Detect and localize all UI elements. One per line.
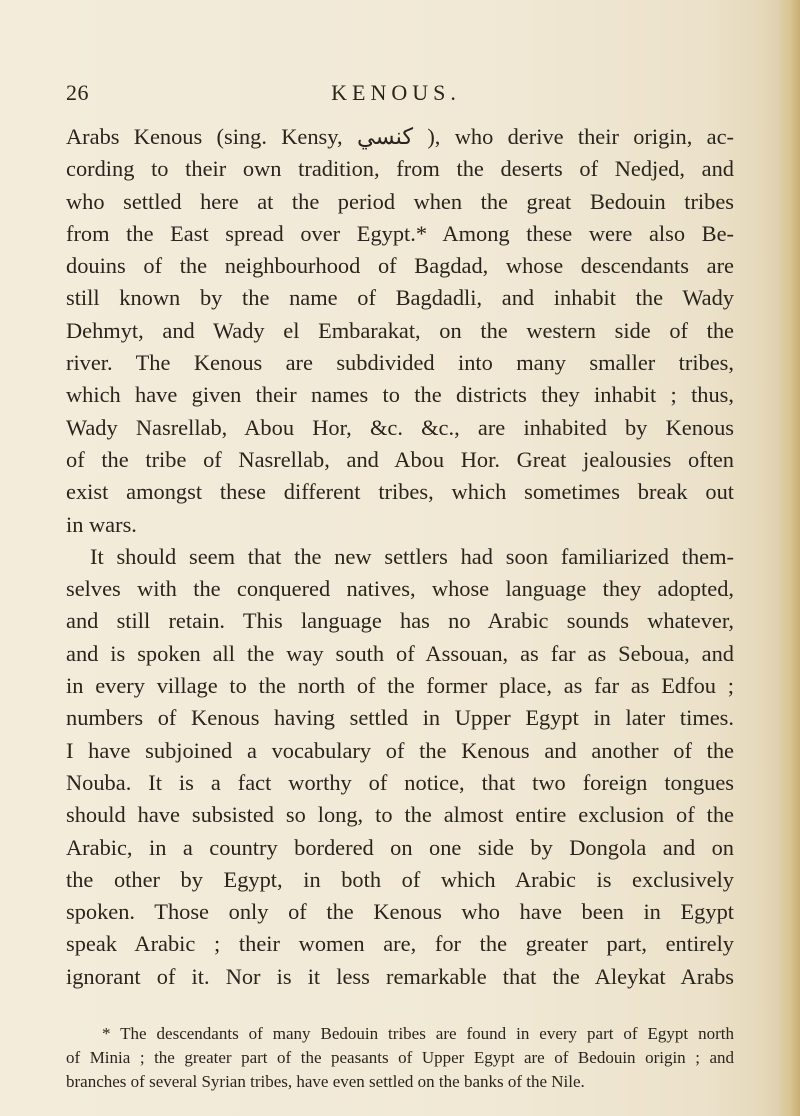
text-line: exist amongst these different tribes, which sometimes break out [66, 479, 734, 505]
text-line: Wady Nasrellab, Abou Hor, &c. &c., are inhabited by Kenous [66, 414, 734, 440]
text-line: Nouba. It is a fact worthy of notice, that two foreign tongues [66, 769, 734, 795]
running-title: KENOUS. [331, 80, 461, 105]
text-line: from the East spread over Egypt.* Among these were also Be- [66, 220, 734, 246]
text-line: numbers of Kenous having settled in Upper Egypt in later times. [66, 705, 734, 731]
text-line: the other by Egypt, in both of which Arabic is exclusively [66, 866, 734, 892]
text-line: Dehmyt, and Wady el Embarakat, on the western side of the [66, 317, 734, 343]
text-line: ignorant of it. Nor is it less remarkable that the Aleykat Arabs [66, 963, 734, 989]
text-line: of the tribe of Nasrellab, and Abou Hor. Great jealousies often [66, 446, 734, 472]
text-line: which have given their names to the districts they inhabit ; thus, [66, 382, 734, 408]
text-line: should have subsisted so long, to the almost entire exclusion of the [66, 802, 734, 828]
footnote-line: * The descendants of many Bedouin tribes are found in every part of Egypt north [102, 1024, 734, 1043]
text-line: river. The Kenous are subdivided into many smaller tribes, [66, 350, 734, 376]
text-line: in wars. [66, 511, 137, 537]
main-text [66, 121, 734, 993]
footnote-line: of Minia ; the greater part of the peasants of Upper Egypt are of Bedouin origin ; and [66, 1048, 734, 1067]
text-line: spoken. Those only of the Kenous who have been in Egypt [66, 899, 734, 925]
text-line: douins of the neighbourhood of Bagdad, whose descendants are [66, 253, 734, 279]
text-line: who settled here at the period when the great Bedouin tribes [66, 188, 734, 214]
text-line: and still retain. This language has no Arabic sounds whatever, [66, 608, 734, 634]
page-header [66, 80, 726, 110]
text-line: I have subjoined a vocabulary of the Kenous and another of the [66, 737, 734, 763]
text-line: in every village to the north of the former place, as far as Edfou ; [66, 673, 734, 699]
text-line: Arabic, in a country bordered on one side by Dongola and on [66, 834, 734, 860]
text-line: speak Arabic ; their women are, for the greater part, entirely [66, 931, 734, 957]
footnote [66, 1022, 734, 1094]
text-line: still known by the name of Bagdadli, and inhabit the Wady [66, 285, 734, 311]
text-line: cording to their own tradition, from the deserts of Nedjed, and [66, 156, 734, 182]
text-line: Arabs Kenous (sing. Kensy, كنسي ), who derive their origin, ac- [66, 124, 734, 149]
footnote-line: branches of several Syrian tribes, have even settled on the banks of the Nile. [66, 1072, 585, 1091]
text-line: and is spoken all the way south of Assouan, as far as Seboua, and [66, 640, 734, 666]
text-line: It should seem that the new settlers had soon familiarized them- [90, 543, 734, 569]
page-number: 26 [66, 80, 89, 105]
page-edge-shadow [778, 0, 800, 1116]
text-line: selves with the conquered natives, whose language they adopted, [66, 576, 734, 602]
